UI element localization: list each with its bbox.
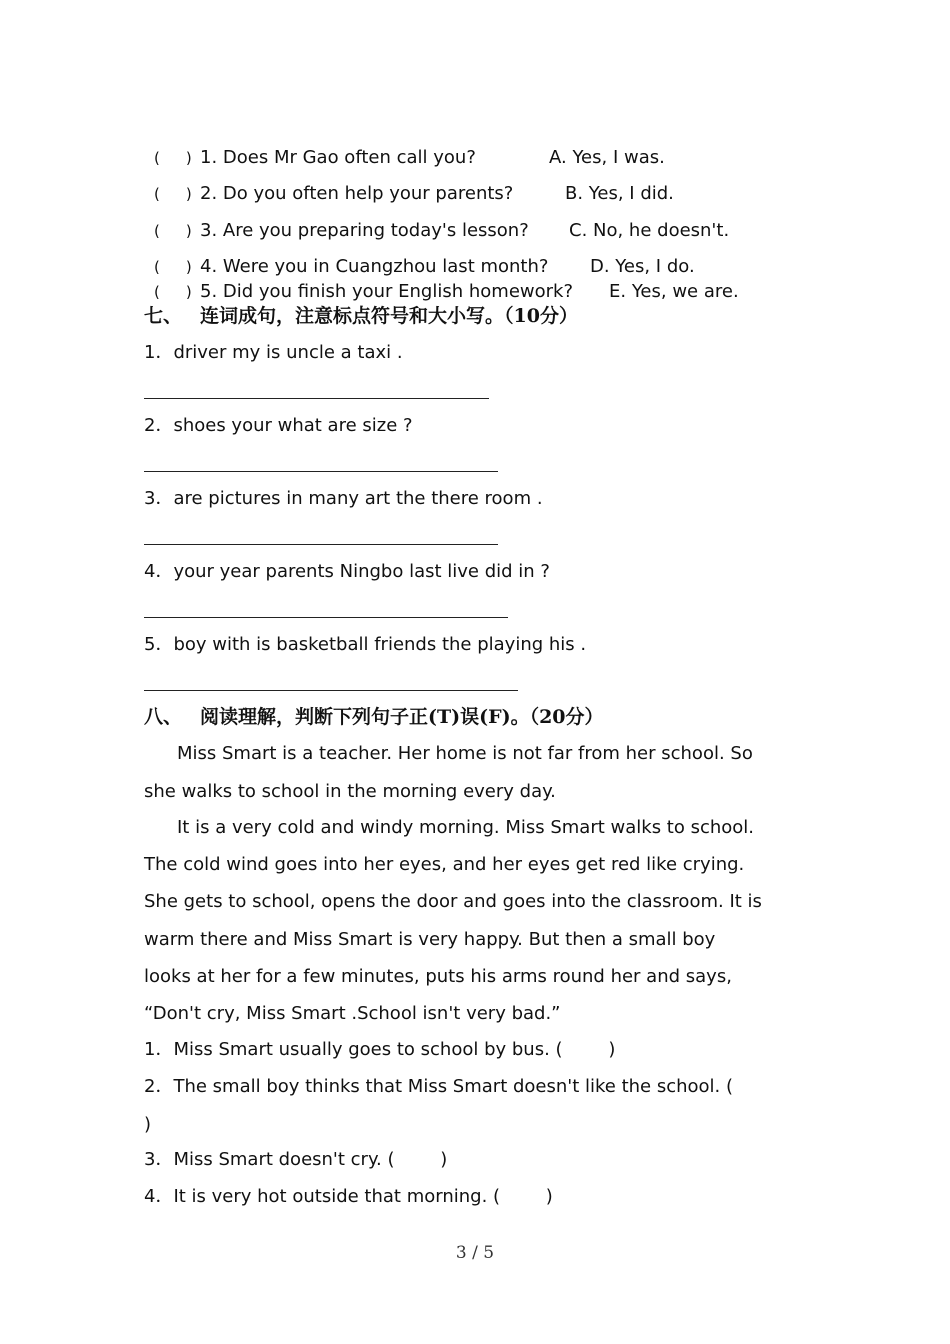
answer-paren[interactable]: ( ) xyxy=(154,283,192,301)
match-item-5 xyxy=(154,281,739,303)
tf-question-3: 3．Miss Smart doesn't cry. ( ) xyxy=(144,1149,448,1170)
answer-line[interactable] xyxy=(144,398,489,399)
tf-question-4: 4．It is very hot outside that morning. ( ) xyxy=(144,1186,553,1207)
answer-paren[interactable]: ( ) xyxy=(154,222,192,240)
section-7-heading xyxy=(144,305,578,327)
section-8-heading xyxy=(144,706,604,728)
match-answer: D. Yes, I do. xyxy=(590,256,695,277)
passage-line: looks at her for a few minutes, puts his arms round her and says, xyxy=(144,966,732,987)
answer-line[interactable] xyxy=(144,471,498,472)
passage-line: warm there and Miss Smart is very happy. But then a small boy xyxy=(144,929,716,950)
answer-paren[interactable]: ( ) xyxy=(154,258,192,276)
match-item-2 xyxy=(154,183,674,205)
reorder-item-1: 1．driver my is uncle a taxi . xyxy=(144,342,403,363)
match-answer: A. Yes, I was. xyxy=(549,147,665,168)
match-answer: C. No, he doesn't. xyxy=(569,220,730,241)
match-answer: E. Yes, we are. xyxy=(609,281,739,302)
passage-line: Miss Smart is a teacher. Her home is not far from her school. So xyxy=(177,743,753,764)
section-title: 阅读理解，判断下列句子正(T)误(F)。（20分） xyxy=(200,706,604,728)
match-question: 5. Did you finish your English homework? xyxy=(200,281,574,302)
passage-line: she walks to school in the morning every day. xyxy=(144,781,556,802)
answer-paren[interactable]: ( ) xyxy=(154,185,192,203)
match-question: 2. Do you often help your parents? xyxy=(200,183,514,204)
section-number: 八、 xyxy=(144,706,183,728)
passage-line: It is a very cold and windy morning. Miss Smart walks to school. xyxy=(177,817,755,838)
passage-line: She gets to school, opens the door and goes into the classroom. It is xyxy=(144,891,762,912)
reorder-item-4: 4．your year parents Ningbo last live did in ? xyxy=(144,561,550,582)
answer-line[interactable] xyxy=(144,617,508,618)
match-question: 4. Were you in Cuangzhou last month? xyxy=(200,256,549,277)
match-question: 1. Does Mr Gao often call you? xyxy=(200,147,476,168)
match-item-4 xyxy=(154,256,695,278)
tf-question-2: 2．The small boy thinks that Miss Smart doesn't like the school. ( xyxy=(144,1076,734,1097)
passage-line: “Don't cry, Miss Smart .School isn't very bad.” xyxy=(144,1003,561,1024)
answer-paren[interactable]: ( ) xyxy=(154,149,192,167)
answer-line[interactable] xyxy=(144,690,518,691)
reorder-item-3: 3．are pictures in many art the there room . xyxy=(144,488,543,509)
section-number: 七、 xyxy=(144,305,183,327)
tf-question-1: 1．Miss Smart usually goes to school by bus. ( ) xyxy=(144,1039,616,1060)
section-title: 连词成句，注意标点符号和大小写。（10分） xyxy=(200,305,578,327)
match-question: 3. Are you preparing today's lesson? xyxy=(200,220,529,241)
passage-line: The cold wind goes into her eyes, and her eyes get red like crying. xyxy=(144,854,745,875)
reorder-item-5: 5．boy with is basketball friends the playing his . xyxy=(144,634,587,655)
tf-question-2-close: ) xyxy=(144,1114,152,1135)
reorder-item-2: 2．shoes your what are size ? xyxy=(144,415,413,436)
page-number: 3 / 5 xyxy=(455,1243,495,1263)
answer-line[interactable] xyxy=(144,544,498,545)
match-answer: B. Yes, I did. xyxy=(565,183,674,204)
match-item-3 xyxy=(154,220,729,242)
match-item-1 xyxy=(154,147,665,169)
